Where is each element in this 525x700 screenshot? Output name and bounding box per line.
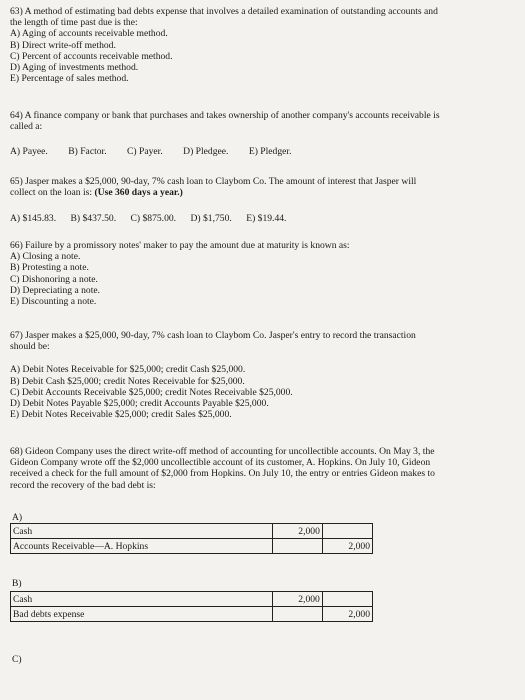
answer-option: D) Aging of investments method. xyxy=(10,62,139,74)
answer-option: E) $19.44. xyxy=(246,213,287,225)
table-row xyxy=(11,607,373,622)
answer-option: C) Dishonoring a note. xyxy=(10,273,98,285)
question-stem: the length of time past due is the: xyxy=(10,17,138,29)
answer-option: E) Discounting a note. xyxy=(10,296,97,308)
answer-option: B) $437.50. xyxy=(70,213,117,225)
option-c-label: C) xyxy=(12,654,22,665)
journal-entry-a xyxy=(10,523,373,554)
debit-cell: 2,000 xyxy=(272,524,322,539)
answer-option: E) Debit Notes Receivable $25,000; credit Sales $25,000. xyxy=(10,409,232,421)
table-row xyxy=(11,539,373,554)
answer-options-row xyxy=(10,146,515,157)
option-a-label: A) xyxy=(12,512,23,523)
table-row xyxy=(11,592,373,607)
answer-option: D) Depreciating a note. xyxy=(10,284,101,296)
credit-cell xyxy=(322,524,372,539)
answer-option: B) Factor. xyxy=(68,146,107,158)
account-cell: Bad debts expense xyxy=(11,607,273,622)
answer-option: D) $1,750. xyxy=(190,213,232,225)
question-stem: collect on the loan is: (Use 360 days a year.) xyxy=(10,187,183,199)
question-stem: 65) Jasper makes a $25,000, 90-day, 7% cash loan to Claybom Co. The amount of interest that Jasper will xyxy=(10,176,417,187)
answer-option: D) Debit Notes Payable $25,000; credit Accounts Payable $25,000. xyxy=(10,398,269,410)
table-row xyxy=(11,524,373,539)
answer-option: A) Aging of accounts receivable method. xyxy=(10,28,168,40)
question-stem: called a: xyxy=(10,121,43,133)
answer-option: C) Payer. xyxy=(127,146,163,158)
question-67 xyxy=(10,330,515,420)
question-stem: record the recovery of the bad debt is: xyxy=(10,479,156,491)
question-stem: 63) A method of estimating bad debts expense that involves a detailed examination of outstanding accounts and xyxy=(10,6,438,17)
answer-option: A) Debit Notes Receivable for $25,000; credit Cash $25,000. xyxy=(10,364,246,376)
question-stem: 68) Gideon Company uses the direct write-off method of accounting for uncollectible accounts. On May 3, the xyxy=(10,446,435,457)
journal-entry-b xyxy=(10,591,373,622)
option-b-label: B) xyxy=(12,578,22,589)
credit-cell xyxy=(322,592,372,607)
question-stem: 66) Failure by a promissory notes' maker to pay the amount due at maturity is known as: xyxy=(10,240,350,251)
question-stem: 64) A finance company or bank that purchases and takes ownership of another company's accounts receivable is xyxy=(10,110,440,121)
credit-cell: 2,000 xyxy=(322,607,372,622)
account-cell: Cash xyxy=(11,524,273,539)
answer-option: B) Debit Cash $25,000; credit Notes Receivable for $25,000. xyxy=(10,375,245,387)
answer-options-row xyxy=(10,213,515,224)
question-65 xyxy=(10,176,515,225)
answer-option: C) Percent of accounts receivable method. xyxy=(10,50,173,62)
debit-cell xyxy=(272,607,322,622)
answer-option: A) Closing a note. xyxy=(10,251,81,263)
question-68 xyxy=(10,446,515,491)
answer-option: C) $875.00. xyxy=(130,213,177,225)
answer-option: A) $145.83. xyxy=(10,213,57,225)
credit-cell: 2,000 xyxy=(322,539,372,554)
account-cell: Accounts Receivable—A. Hopkins xyxy=(11,539,273,554)
answer-option: E) Percentage of sales method. xyxy=(10,73,129,85)
answer-option: D) Pledgee. xyxy=(183,146,229,158)
answer-option: E) Pledger. xyxy=(248,146,292,158)
answer-option: B) Protesting a note. xyxy=(10,262,89,274)
question-64 xyxy=(10,110,515,158)
question-63 xyxy=(10,6,515,84)
question-stem: 67) Jasper makes a $25,000, 90-day, 7% cash loan to Claybom Co. Jasper's entry to record the transaction xyxy=(10,330,416,341)
debit-cell: 2,000 xyxy=(272,592,322,607)
debit-cell xyxy=(272,539,322,554)
answer-option: A) Payee. xyxy=(10,146,48,158)
question-66 xyxy=(10,240,515,307)
question-stem: received a check for the full amount of $2,000 from Hopkins. On July 10, the entry or entries Gideon makes to xyxy=(10,468,435,480)
question-stem: should be: xyxy=(10,341,50,353)
account-cell: Cash xyxy=(11,592,273,607)
answer-option: C) Debit Accounts Receivable $25,000; credit Notes Receivable $25,000. xyxy=(10,386,293,398)
question-stem: Gideon Company wrote off the $2,000 uncollectible account of its customer, A. Hopkins. On July 10, Gideon xyxy=(10,457,431,469)
answer-option: B) Direct write-off method. xyxy=(10,39,116,51)
